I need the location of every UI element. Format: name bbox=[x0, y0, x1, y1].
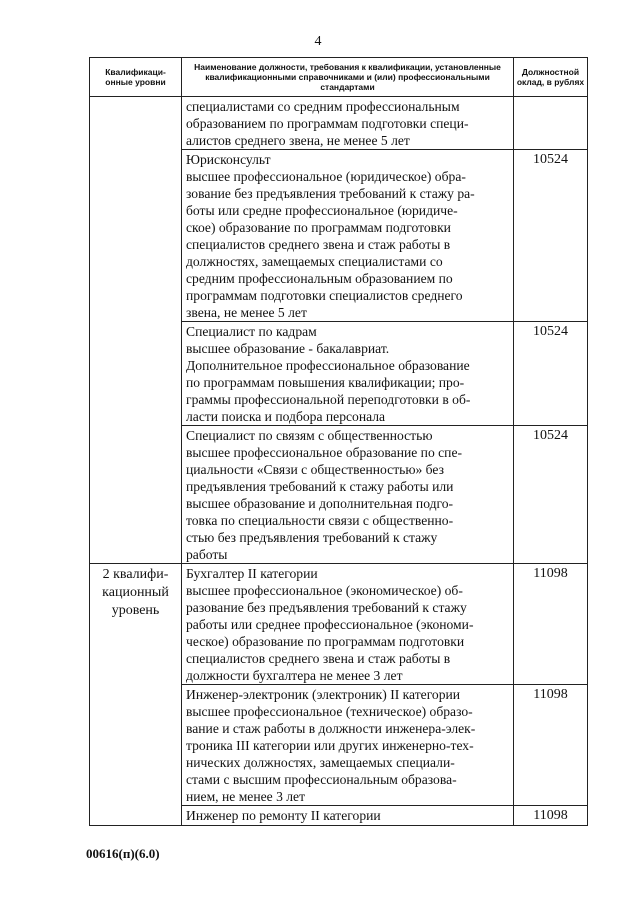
salary-cell: 10524 bbox=[514, 150, 588, 322]
description-line: ласти поиска и подбора персонала bbox=[186, 409, 386, 424]
description-line: высшее профессиональное образование по спе- bbox=[186, 445, 463, 460]
description-line-first: Юрисконсульт bbox=[186, 152, 271, 167]
description-line: нием, не менее 3 лет bbox=[186, 789, 306, 804]
position-description-cell bbox=[182, 426, 514, 564]
description-line: программам подготовки специалистов среднего bbox=[186, 288, 463, 303]
description-line: должности бухгалтера не менее 3 лет bbox=[186, 668, 403, 683]
salary-cell: 11098 bbox=[514, 564, 588, 685]
document-code: 00616(п)(6.0) bbox=[86, 846, 160, 861]
header-position-requirements: Наименование должности, требования к квалификации, установленные квалификационными справочниками и (или) профессиональными стандартами bbox=[182, 58, 514, 97]
salary-table bbox=[89, 57, 588, 826]
description-line-first: Специалист по кадрам bbox=[186, 324, 317, 339]
description-line-first: Инженер-электроник (электроник) II категории bbox=[186, 687, 461, 702]
description-line: высшее образование - бакалавриат. bbox=[186, 341, 390, 356]
description-line: товка по специальности связи с общественно- bbox=[186, 513, 454, 528]
qualification-level-cell: 2 квалифи- кационный уровень bbox=[90, 564, 182, 826]
salary-cell: 11098 bbox=[514, 806, 588, 826]
qualification-level-cell bbox=[90, 97, 182, 564]
description-line-first: Инженер по ремонту II категории bbox=[186, 808, 381, 823]
table-header-row bbox=[90, 58, 588, 97]
description-line: образованием по программам подготовки специ- bbox=[186, 116, 469, 131]
description-line-first: специалистами со средним профессиональным bbox=[186, 99, 460, 114]
description-line: высшее образование и дополнительная подго- bbox=[186, 496, 454, 511]
position-description-cell bbox=[182, 97, 514, 150]
salary-cell: 10524 bbox=[514, 322, 588, 426]
description-line: зование без предъявления требований к стажу ра- bbox=[186, 186, 475, 201]
description-line: высшее профессиональное (техническое) образо- bbox=[186, 704, 473, 719]
description-line: граммы профессиональной переподготовки в об- bbox=[186, 392, 471, 407]
description-line: должностях, замещаемых специалистами со bbox=[186, 254, 443, 269]
header-salary: Должностной оклад, в рублях bbox=[514, 58, 588, 97]
description-line: Дополнительное профессиональное образование bbox=[186, 358, 470, 373]
position-description-cell bbox=[182, 685, 514, 806]
description-line: работы bbox=[186, 547, 228, 562]
description-line-first: Специалист по связям с общественностью bbox=[186, 428, 433, 443]
description-line: работы или среднее профессиональное (экономи- bbox=[186, 617, 474, 632]
salary-cell: 10524 bbox=[514, 426, 588, 564]
description-line: троника III категории или других инженерно-тех- bbox=[186, 738, 474, 753]
position-description-cell bbox=[182, 564, 514, 685]
position-description-cell bbox=[182, 806, 514, 826]
description-line: циальности «Связи с общественностью» без bbox=[186, 462, 444, 477]
description-line: ческое) образование по программам подготовки bbox=[186, 634, 465, 649]
description-line: разование без предъявления требований к стажу bbox=[186, 600, 467, 615]
position-description-cell bbox=[182, 150, 514, 322]
page-number: 4 bbox=[314, 34, 322, 49]
table-row bbox=[90, 564, 588, 685]
description-line: звена, не менее 5 лет bbox=[186, 305, 307, 320]
description-line: средним профессиональным образованием по bbox=[186, 271, 453, 286]
description-line: специалистов среднего звена и стаж работы в bbox=[186, 237, 451, 252]
position-description-cell bbox=[182, 322, 514, 426]
description-line: стью без предъявления требований к стажу bbox=[186, 530, 438, 545]
description-line: предъявления требований к стажу работы или bbox=[186, 479, 454, 494]
table-body bbox=[90, 97, 588, 826]
description-line: нических должностях, замещаемых специали- bbox=[186, 755, 455, 770]
description-line: вание и стаж работы в должности инженера-элек- bbox=[186, 721, 476, 736]
description-line: высшее профессиональное (юридическое) обра- bbox=[186, 169, 466, 184]
description-line: алистов среднего звена, не менее 5 лет bbox=[186, 133, 410, 148]
description-line: ское) образование по программам подготовки bbox=[186, 220, 451, 235]
salary-cell bbox=[514, 97, 588, 150]
salary-cell: 11098 bbox=[514, 685, 588, 806]
description-line: высшее профессиональное (экономическое) об- bbox=[186, 583, 463, 598]
description-line: специалистов среднего звена и стаж работы в bbox=[186, 651, 451, 666]
description-line: стами с высшим профессиональным образова- bbox=[186, 772, 457, 787]
description-line: по программам повышения квалификации; про- bbox=[186, 375, 465, 390]
description-line-first: Бухгалтер II категории bbox=[186, 566, 318, 581]
description-line: боты или средне профессиональное (юридиче- bbox=[186, 203, 458, 218]
table-row bbox=[90, 97, 588, 150]
header-qualification-levels: Квалификаци- онные уровни bbox=[90, 58, 182, 97]
